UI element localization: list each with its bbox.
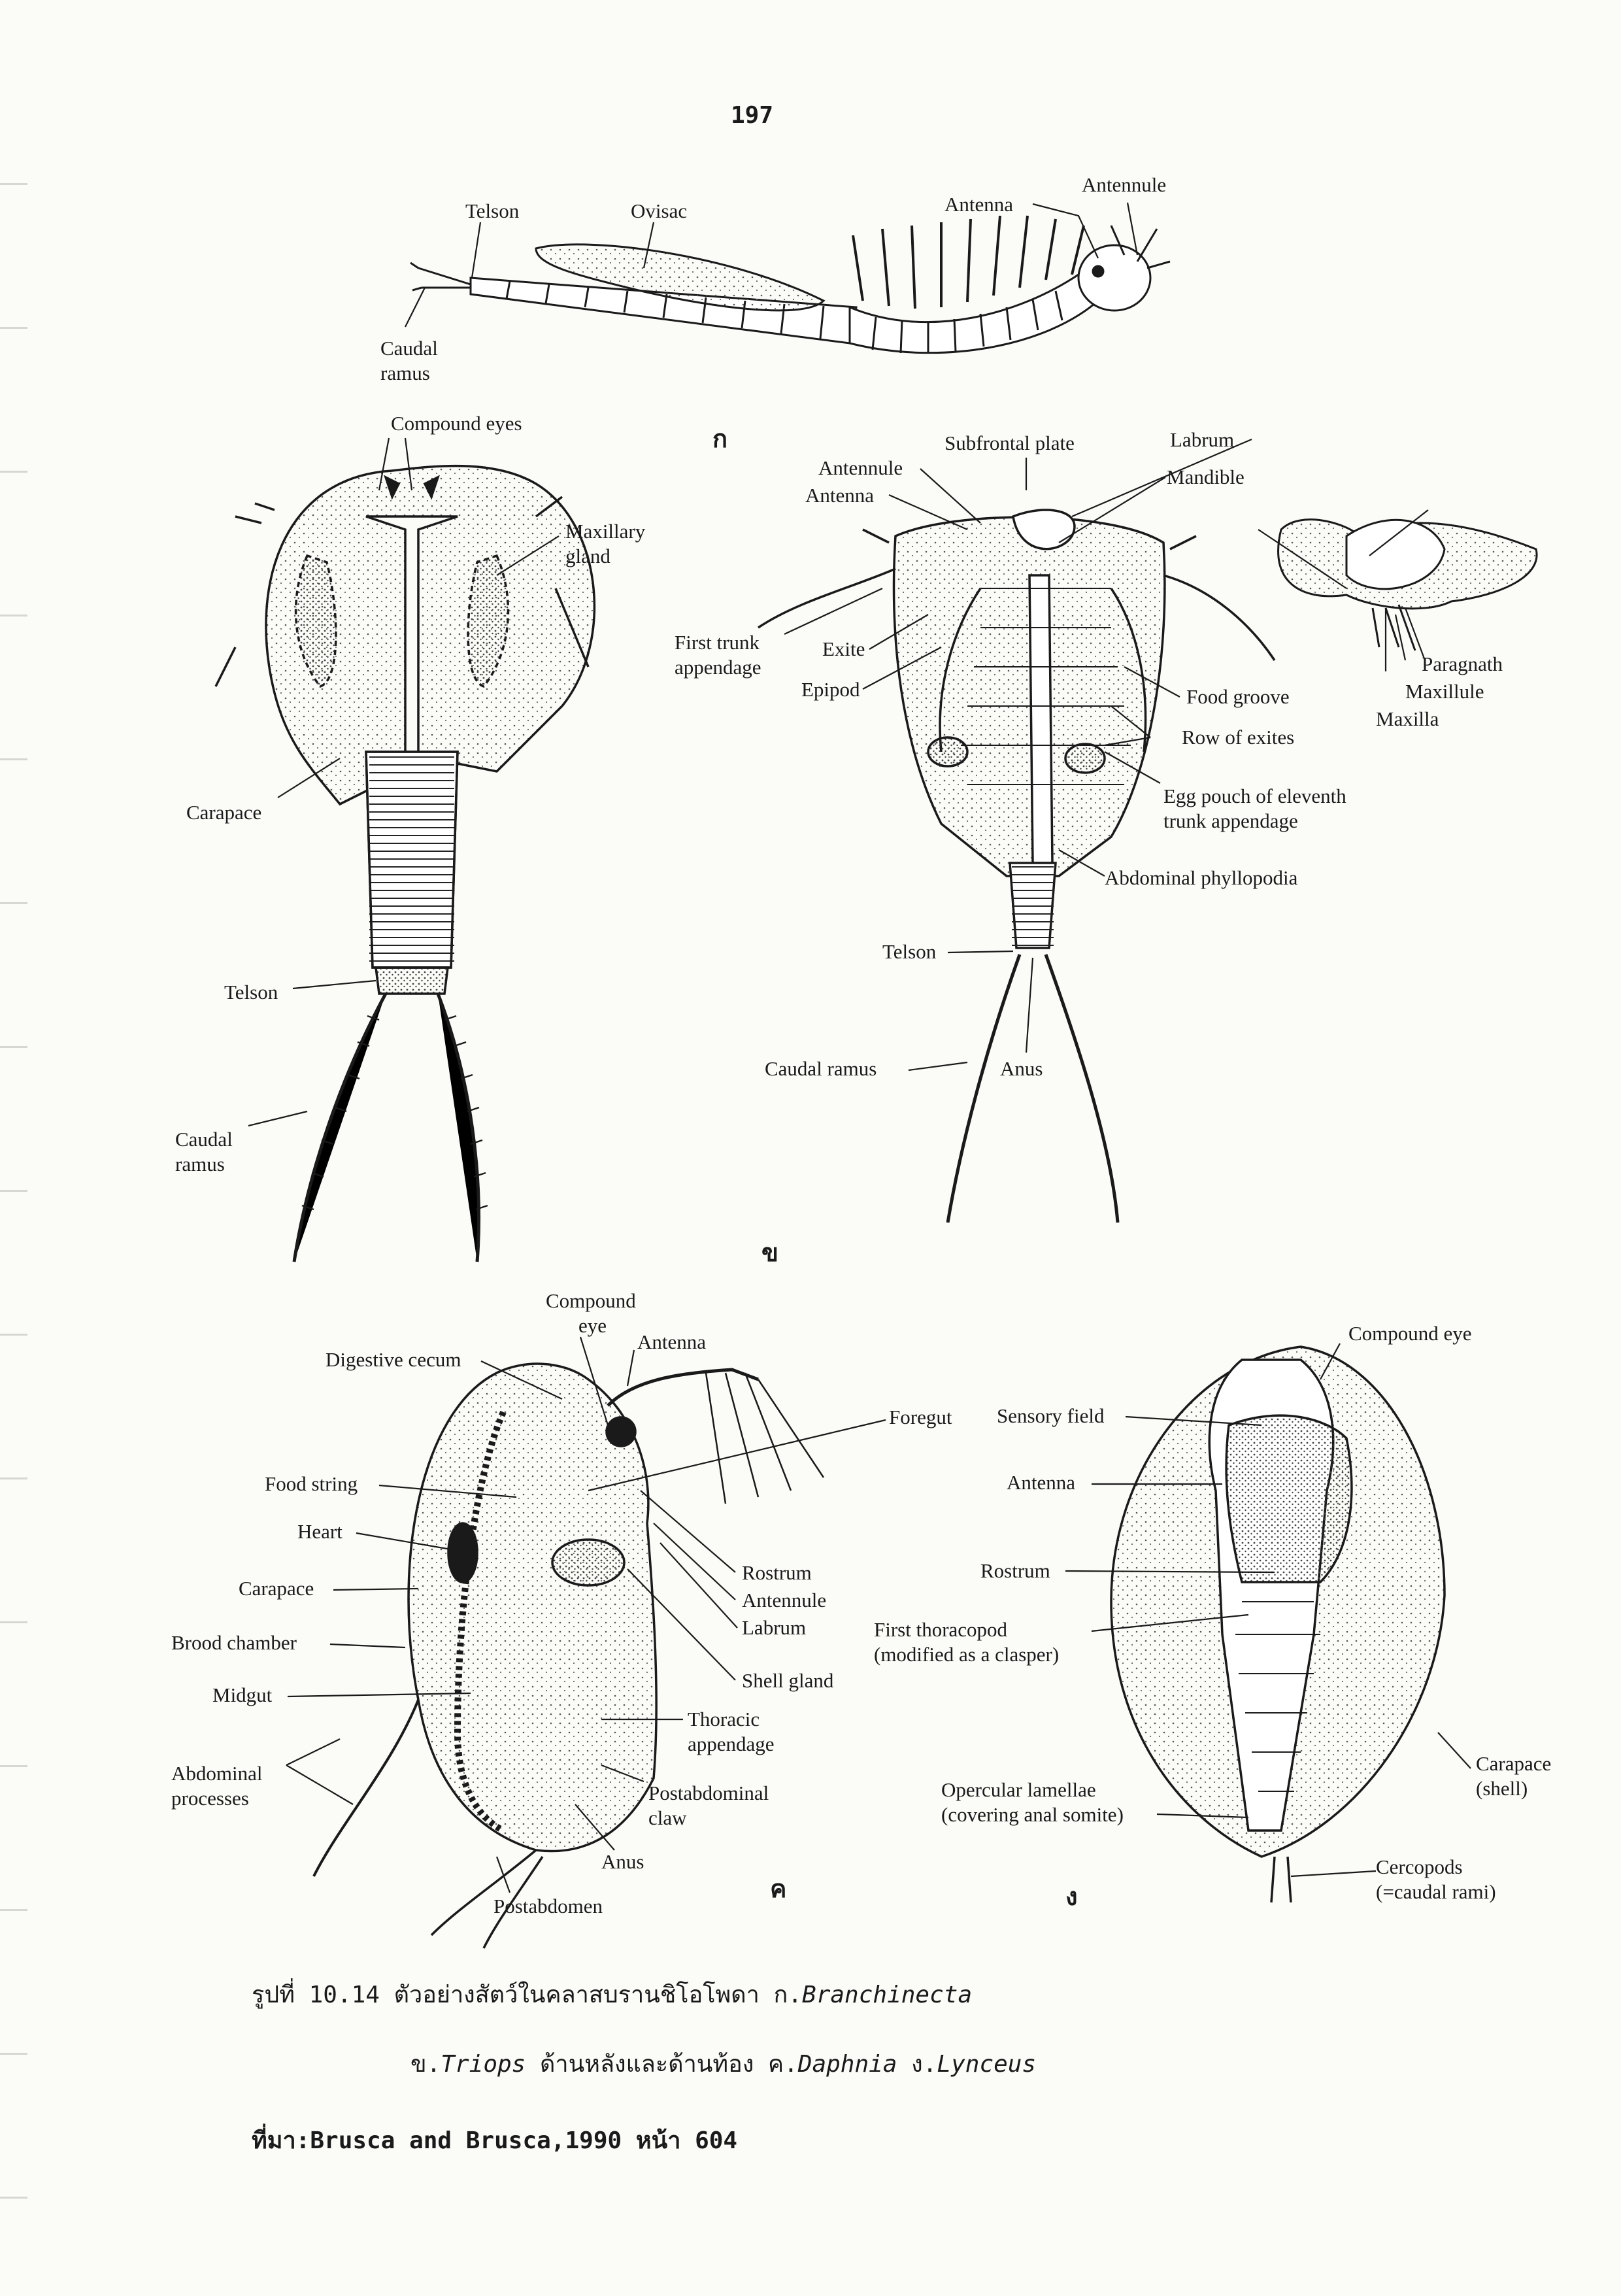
label-thoracic-appendage-line2: appendage xyxy=(688,1732,775,1755)
figure-caption-line2 xyxy=(410,2045,1036,2082)
label-telson: Telson xyxy=(224,981,278,1004)
branchinecta-drawing xyxy=(410,216,1170,353)
caption-text: ด้านหลังและด้านท้อง ค. xyxy=(526,2051,798,2078)
label-first-thoracopod-line2: (modified as a clasper) xyxy=(874,1643,1060,1666)
label-postabdominal-claw-line2: claw xyxy=(648,1806,687,1829)
label-caudal-ramus: Caudal ramus xyxy=(765,1057,877,1080)
label-postabdominal-claw: Postabdominal xyxy=(648,1781,769,1804)
label-cercopods: Cercopods xyxy=(1376,1855,1463,1878)
mouthparts-inset-drawing xyxy=(1278,520,1537,650)
label-maxillule: Maxillule xyxy=(1405,680,1484,703)
label-antennule: Antennule xyxy=(742,1589,827,1612)
label-shell-gland: Shell gland xyxy=(742,1669,834,1692)
label-foregut: Foregut xyxy=(889,1406,952,1428)
label-caudal-ramus-line2: ramus xyxy=(175,1153,225,1175)
label-caudal-ramus: Caudal xyxy=(380,337,438,360)
panel-letter-ngo: ง xyxy=(1065,1882,1078,1911)
label-caudal-ramus-line2: ramus xyxy=(380,362,430,384)
label-compound-eye: Compound eye xyxy=(1348,1322,1472,1345)
label-carapace: Carapace xyxy=(1476,1752,1552,1775)
label-sensory-field: Sensory field xyxy=(997,1404,1105,1427)
label-labrum: Labrum xyxy=(1170,428,1235,451)
label-carapace: Carapace xyxy=(239,1577,314,1600)
label-first-thoracopod: First thoracopod xyxy=(874,1618,1008,1641)
label-telson: Telson xyxy=(882,940,937,963)
label-abdominal-processes: Abdominal xyxy=(171,1762,263,1785)
label-abdominal-phyllopodia: Abdominal phyllopodia xyxy=(1105,866,1298,889)
label-compound-eye: Compound xyxy=(546,1289,636,1312)
label-maxillary-gland-line2: gland xyxy=(565,545,610,567)
caption-taxon: Daphnia xyxy=(797,2051,897,2078)
caption-text: รูปที่ 10.14 ตัวอย่างสัตว์ในคลาสบรานชิโอโพดา ก. xyxy=(252,1982,803,2008)
label-egg-pouch-line2: trunk appendage xyxy=(1163,809,1298,832)
label-labrum: Labrum xyxy=(742,1616,807,1639)
label-epipod: Epipod xyxy=(801,678,860,701)
caption-taxon: Lynceus xyxy=(937,2051,1037,2078)
label-compound-eye-line2: eye xyxy=(578,1314,607,1337)
panel-letter-ko: ก xyxy=(712,424,728,453)
label-postabdomen: Postabdomen xyxy=(493,1895,603,1917)
label-mandible: Mandible xyxy=(1167,465,1245,488)
label-ovisac: Ovisac xyxy=(631,199,688,222)
label-antenna: Antenna xyxy=(944,193,1014,216)
daphnia-drawing xyxy=(314,1364,827,1948)
label-antenna: Antenna xyxy=(805,484,875,507)
figure-source-line: ที่มา:Brusca and Brusca,1990 หน้า 604 xyxy=(252,2127,738,2154)
label-carapace: Carapace xyxy=(186,801,262,824)
label-carapace-line2: (shell) xyxy=(1476,1777,1528,1800)
label-abdominal-processes-line2: processes xyxy=(171,1787,249,1810)
label-anus: Anus xyxy=(601,1850,644,1873)
caption-text: ข. xyxy=(410,2051,441,2078)
label-midgut: Midgut xyxy=(212,1683,273,1706)
label-row-of-exites: Row of exites xyxy=(1182,726,1295,749)
label-thoracic-appendage: Thoracic xyxy=(688,1708,760,1730)
caption-text: ง. xyxy=(897,2051,937,2078)
label-caudal-ramus: Caudal xyxy=(175,1128,233,1151)
label-telson: Telson xyxy=(465,199,520,222)
label-antennule: Antennule xyxy=(818,456,903,479)
label-heart: Heart xyxy=(297,1520,343,1543)
label-brood-chamber: Brood chamber xyxy=(171,1631,297,1654)
panel-letter-kho-khwai: ค xyxy=(770,1874,787,1903)
figure-caption-line1 xyxy=(252,1976,972,2013)
label-first-trunk-appendage: First trunk xyxy=(675,631,760,654)
label-exite: Exite xyxy=(822,637,865,660)
label-egg-pouch: Egg pouch of eleventh xyxy=(1163,785,1346,807)
label-cercopods-line2: (=caudal rami) xyxy=(1376,1880,1496,1903)
label-paragnath: Paragnath xyxy=(1422,652,1503,675)
label-first-trunk-appendage-line2: appendage xyxy=(675,656,761,679)
label-maxillary-gland: Maxillary xyxy=(565,520,646,543)
label-anus: Anus xyxy=(1000,1057,1043,1080)
label-antenna: Antenna xyxy=(637,1330,707,1353)
label-antenna: Antenna xyxy=(1007,1471,1076,1494)
label-maxilla: Maxilla xyxy=(1376,707,1439,730)
label-digestive-cecum: Digestive cecum xyxy=(326,1348,461,1371)
caption-taxon: Triops xyxy=(441,2051,526,2078)
label-rostrum: Rostrum xyxy=(742,1561,812,1584)
label-subfrontal-plate: Subfrontal plate xyxy=(944,431,1075,454)
label-food-groove: Food groove xyxy=(1186,685,1290,708)
caption-taxon: Branchinecta xyxy=(802,1982,973,2008)
panel-letter-kho: ข xyxy=(761,1238,778,1267)
label-opercular-lamellae-line2: (covering anal somite) xyxy=(941,1803,1124,1826)
label-food-string: Food string xyxy=(265,1472,358,1495)
label-antennule: Antennule xyxy=(1082,173,1167,196)
triops-dorsal-drawing xyxy=(216,466,594,1262)
label-opercular-lamellae: Opercular lamellae xyxy=(941,1778,1096,1801)
label-rostrum: Rostrum xyxy=(980,1559,1050,1582)
page-number: 197 xyxy=(731,102,774,129)
label-compound-eyes: Compound eyes xyxy=(391,412,522,435)
